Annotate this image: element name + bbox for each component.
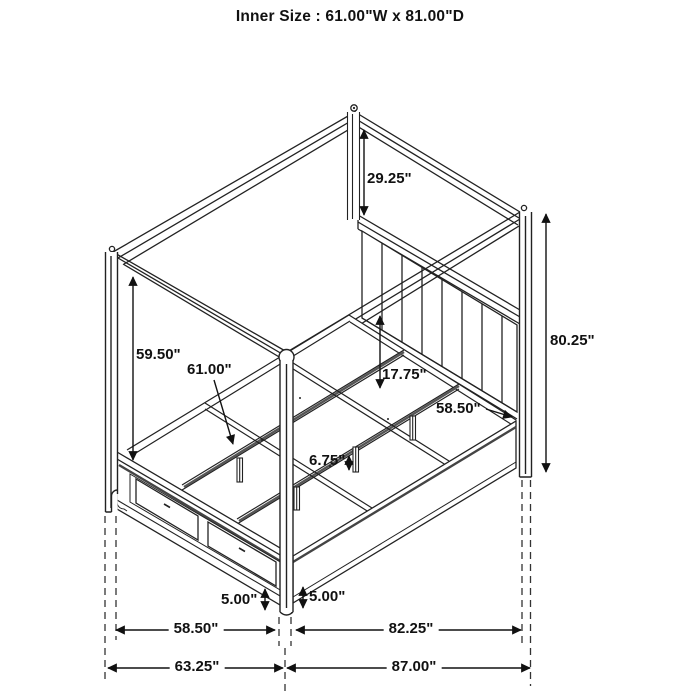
dim-label-side-length: 82.25": [384, 620, 439, 638]
dim-label-inner-width: 61.00": [187, 361, 232, 378]
dim-label-post-height: 80.25": [550, 332, 595, 349]
dim-label-overall-depth: 87.00": [387, 658, 442, 676]
dim-label-clearance-right: 5.00": [309, 588, 346, 605]
dim-label-footboard-width: 58.50": [169, 620, 224, 638]
dim-label-headboard-to-deck: 17.75": [382, 366, 427, 383]
page-title: Inner Size : 61.00"W x 81.00"D: [235, 8, 465, 25]
dim-label-front-post-height: 59.50": [136, 346, 181, 363]
dim-label-canopy-drop: 29.25": [367, 170, 412, 187]
dim-label-clearance-left: 5.00": [221, 591, 258, 608]
dim-label-frame-width: 58.50": [436, 400, 481, 417]
dim-label-leg-height: 6.75": [309, 452, 346, 469]
dim-label-overall-width: 63.25": [170, 658, 225, 676]
